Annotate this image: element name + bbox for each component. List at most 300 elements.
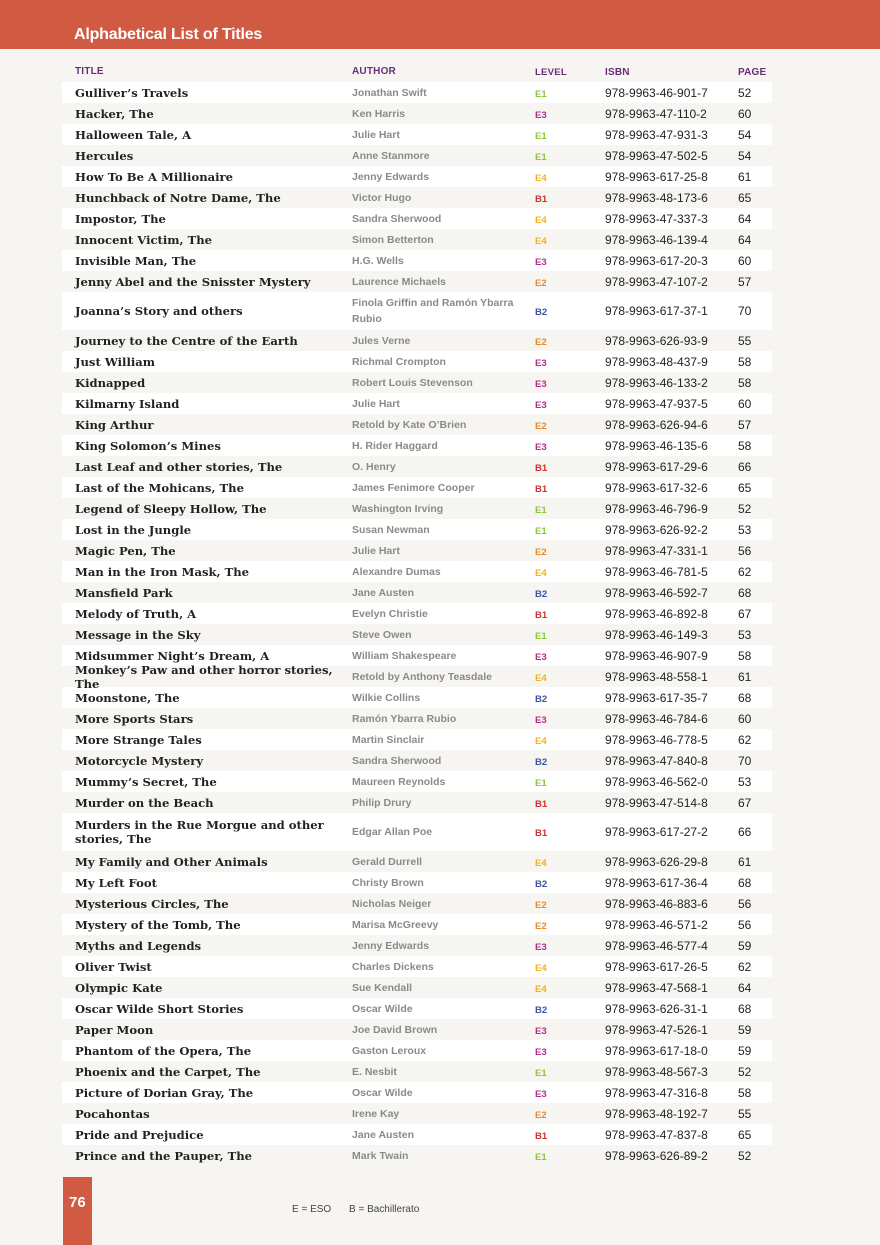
- cell-page: 60: [738, 711, 752, 726]
- cell-title: More Sports Stars: [75, 711, 194, 726]
- cell-author: H. Rider Haggard: [352, 439, 438, 452]
- cell-author: Sandra Sherwood: [352, 754, 442, 767]
- cell-title: Hercules: [75, 148, 134, 163]
- cell-level: E3: [535, 378, 547, 390]
- cell-author: Edgar Allan Poe: [352, 826, 433, 838]
- column-header-isbn: ISBN: [605, 66, 630, 78]
- cell-isbn: 978-9963-617-35-7: [605, 690, 708, 705]
- cell-page: 66: [738, 825, 752, 839]
- cell-page: 55: [738, 1106, 752, 1121]
- cell-page: 60: [738, 396, 752, 411]
- table-row: [62, 103, 772, 124]
- cell-author: Christy Brown: [352, 876, 424, 889]
- column-header-author: AUTHOR: [352, 66, 396, 77]
- cell-level: B1: [535, 798, 548, 810]
- cell-isbn: 978-9963-46-907-9: [605, 648, 708, 663]
- cell-level: E3: [535, 357, 547, 369]
- titles-table: [62, 62, 772, 1166]
- cell-author: O. Henry: [352, 460, 396, 473]
- cell-author: Victor Hugo: [352, 191, 412, 204]
- cell-page: 56: [738, 917, 752, 932]
- cell-isbn: 978-9963-46-778-5: [605, 732, 708, 747]
- legend-bachillerato: B = Bachillerato: [349, 1204, 420, 1215]
- cell-author: Simon Betterton: [352, 233, 434, 246]
- table-row: [62, 561, 772, 582]
- cell-level: E2: [535, 1109, 547, 1121]
- cell-level: E4: [535, 567, 547, 579]
- cell-isbn: 978-9963-617-27-2: [605, 825, 708, 839]
- table-row: [62, 372, 772, 393]
- cell-isbn: 978-9963-617-26-5: [605, 959, 708, 974]
- cell-level: B1: [535, 828, 548, 839]
- table-row: [62, 351, 772, 372]
- cell-title: Legend of Sleepy Hollow, The: [75, 501, 267, 516]
- cell-title: Just William: [75, 354, 156, 369]
- cell-isbn: 978-9963-47-316-8: [605, 1085, 708, 1100]
- cell-isbn: 978-9963-617-25-8: [605, 169, 708, 184]
- cell-title: Message in the Sky: [75, 627, 201, 642]
- cell-isbn: 978-9963-617-29-6: [605, 459, 708, 474]
- cell-isbn: 978-9963-46-577-4: [605, 938, 708, 953]
- cell-author: Julie Hart: [352, 128, 400, 141]
- cell-page: 65: [738, 1127, 752, 1142]
- cell-isbn: 978-9963-47-937-5: [605, 396, 708, 411]
- cell-level: E1: [535, 151, 547, 163]
- table-row: [62, 498, 772, 519]
- cell-isbn: 978-9963-47-331-1: [605, 543, 708, 558]
- table-row: [62, 145, 772, 166]
- cell-author: Laurence Michaels: [352, 275, 446, 288]
- cell-level: E3: [535, 714, 547, 726]
- cell-level: E3: [535, 441, 547, 453]
- cell-isbn: 978-9963-46-892-8: [605, 606, 708, 621]
- cell-isbn: 978-9963-46-135-6: [605, 438, 708, 453]
- cell-level: E4: [535, 672, 547, 684]
- cell-author: Jonathan Swift: [352, 86, 427, 99]
- cell-page: 54: [738, 148, 752, 163]
- cell-title: Paper Moon: [75, 1022, 154, 1037]
- table-row: [62, 603, 772, 624]
- cell-level: E1: [535, 525, 547, 537]
- cell-isbn: 978-9963-626-31-1: [605, 1001, 708, 1016]
- cell-page: 67: [738, 795, 752, 810]
- cell-level: E4: [535, 235, 547, 247]
- page-number-tab: [63, 1177, 92, 1245]
- cell-title: Prince and the Pauper, The: [75, 1148, 253, 1163]
- cell-isbn: 978-9963-617-36-4: [605, 875, 708, 890]
- cell-level: E3: [535, 651, 547, 663]
- cell-page: 64: [738, 211, 752, 226]
- cell-author: Maureen Reynolds: [352, 775, 446, 788]
- cell-isbn: 978-9963-46-796-9: [605, 501, 708, 516]
- cell-author: Evelyn Christie: [352, 607, 428, 620]
- cell-page: 66: [738, 459, 752, 474]
- cell-isbn: 978-9963-617-37-1: [605, 304, 708, 318]
- table-row: [62, 687, 772, 708]
- cell-title: Mystery of the Tomb, The: [75, 917, 241, 932]
- cell-page: 62: [738, 732, 752, 747]
- cell-level: E1: [535, 1067, 547, 1079]
- cell-isbn: 978-9963-617-20-3: [605, 253, 708, 268]
- table-row: [62, 851, 772, 872]
- cell-level: B2: [535, 756, 548, 768]
- page-title: Alphabetical List of Titles: [74, 26, 263, 43]
- cell-author: Wilkie Collins: [352, 691, 421, 704]
- cell-author: Retold by Kate O’Brien: [352, 418, 467, 431]
- cell-page: 57: [738, 417, 752, 432]
- cell-title: Mansfield Park: [75, 585, 173, 600]
- cell-level: E1: [535, 88, 547, 100]
- cell-author: Jane Austen: [352, 1128, 415, 1141]
- cell-isbn: 978-9963-617-32-6: [605, 480, 708, 495]
- cell-page: 52: [738, 1064, 752, 1079]
- table-row: [62, 166, 772, 187]
- table-row: [62, 124, 772, 145]
- cell-title: More Strange Tales: [75, 732, 202, 747]
- table-row: [62, 519, 772, 540]
- cell-author: Anne Stanmore: [352, 149, 430, 162]
- cell-page: 68: [738, 875, 752, 890]
- cell-author: Washington Irving: [352, 502, 444, 515]
- cell-page: 62: [738, 959, 752, 974]
- cell-page: 58: [738, 438, 752, 453]
- cell-level: E2: [535, 920, 547, 932]
- cell-author: Charles Dickens: [352, 960, 434, 973]
- cell-level: B2: [535, 588, 548, 600]
- cell-page: 52: [738, 85, 752, 100]
- cell-author: James Fenimore Cooper: [352, 481, 475, 494]
- cell-title: Hacker, The: [75, 106, 154, 121]
- cell-isbn: 978-9963-47-502-5: [605, 148, 708, 163]
- cell-page: 55: [738, 333, 752, 348]
- cell-page: 64: [738, 980, 752, 995]
- table-row: [62, 1124, 772, 1145]
- cell-author: Robert Louis Stevenson: [352, 376, 473, 389]
- cell-author: Jules Verne: [352, 334, 411, 347]
- cell-isbn: 978-9963-46-901-7: [605, 85, 708, 100]
- table-header: [62, 62, 772, 82]
- cell-page: 58: [738, 648, 752, 663]
- table-row: [62, 456, 772, 477]
- cell-page: 61: [738, 854, 752, 869]
- table-row: [62, 771, 772, 792]
- cell-level: E3: [535, 256, 547, 268]
- cell-title: How To Be A Millionaire: [75, 169, 234, 184]
- cell-title: Moonstone, The: [75, 690, 180, 705]
- cell-author: H.G. Wells: [352, 254, 404, 267]
- cell-author: Joe David Brown: [352, 1023, 438, 1036]
- cell-isbn: 978-9963-46-562-0: [605, 774, 708, 789]
- cell-title: King Solomon’s Mines: [75, 438, 221, 453]
- cell-title: Impostor, The: [75, 211, 166, 226]
- cell-author: Sue Kendall: [352, 981, 413, 994]
- cell-title: Last of the Mohicans, The: [75, 480, 244, 495]
- cell-page: 68: [738, 690, 752, 705]
- table-row: [62, 1082, 772, 1103]
- cell-title: Hunchback of Notre Dame, The: [75, 190, 281, 205]
- table-row: [62, 872, 772, 893]
- cell-page: 70: [738, 753, 752, 768]
- cell-isbn: 978-9963-47-526-1: [605, 1022, 708, 1037]
- cell-level: E2: [535, 420, 547, 432]
- cell-title: Halloween Tale, A: [75, 127, 192, 142]
- table-row: [62, 893, 772, 914]
- cell-title: Melody of Truth, A: [75, 606, 197, 621]
- cell-title: Invisible Man, The: [75, 253, 197, 268]
- cell-level: E1: [535, 630, 547, 642]
- cell-title: Myths and Legends: [75, 938, 202, 953]
- cell-author: Retold by Anthony Teasdale: [352, 670, 493, 683]
- cell-level: E2: [535, 546, 547, 558]
- cell-title: Innocent Victim, The: [75, 232, 213, 247]
- cell-author: Nicholas Neiger: [352, 897, 432, 910]
- table-row: [62, 1019, 772, 1040]
- cell-isbn: 978-9963-47-110-2: [605, 106, 707, 121]
- cell-title: King Arthur: [75, 417, 154, 432]
- cell-author: Julie Hart: [352, 397, 400, 410]
- table-row: [62, 729, 772, 750]
- cell-page: 56: [738, 543, 752, 558]
- cell-title: Picture of Dorian Gray, The: [75, 1085, 254, 1100]
- cell-page: 53: [738, 774, 752, 789]
- cell-page: 62: [738, 564, 752, 579]
- cell-level: E4: [535, 172, 547, 184]
- cell-isbn: 978-9963-626-92-2: [605, 522, 708, 537]
- table-body: [62, 82, 772, 1166]
- cell-author: Oscar Wilde: [352, 1002, 413, 1015]
- cell-isbn: 978-9963-626-93-9: [605, 333, 708, 348]
- cell-isbn: 978-9963-46-784-6: [605, 711, 708, 726]
- cell-author: Jenny Edwards: [352, 939, 430, 952]
- table-row: [62, 435, 772, 456]
- table-row: [62, 624, 772, 645]
- cell-level: E4: [535, 735, 547, 747]
- cell-author: Martin Sinclair: [352, 733, 425, 746]
- cell-page: 52: [738, 1148, 752, 1163]
- cell-page: 68: [738, 1001, 752, 1016]
- cell-author: Richmal Crompton: [352, 355, 446, 368]
- table-row: [62, 792, 772, 813]
- cell-level: E3: [535, 1088, 547, 1100]
- cell-level: E3: [535, 399, 547, 411]
- column-header-page: PAGE: [738, 66, 767, 78]
- cell-title: Phantom of the Opera, The: [75, 1043, 252, 1058]
- table-row: [62, 1040, 772, 1061]
- cell-page: 56: [738, 896, 752, 911]
- cell-level: E4: [535, 983, 547, 995]
- cell-level: B2: [535, 307, 548, 318]
- cell-author: Alexandre Dumas: [352, 565, 441, 578]
- cell-title: Murder on the Beach: [75, 795, 214, 810]
- table-row: [62, 813, 772, 851]
- cell-author: Jane Austen: [352, 586, 415, 599]
- cell-page: 58: [738, 375, 752, 390]
- cell-isbn: 978-9963-47-337-3: [605, 211, 708, 226]
- cell-author: Steve Owen: [352, 628, 412, 641]
- table-row: [62, 540, 772, 561]
- table-row: [62, 582, 772, 603]
- cell-page: 59: [738, 1022, 752, 1037]
- table-row: [62, 708, 772, 729]
- cell-author: Oscar Wilde: [352, 1086, 413, 1099]
- cell-title: Midsummer Night’s Dream, A: [75, 648, 270, 663]
- cell-isbn: 978-9963-47-931-3: [605, 127, 708, 142]
- table-row: [62, 393, 772, 414]
- cell-level: E1: [535, 777, 547, 789]
- cell-page: 64: [738, 232, 752, 247]
- cell-title: Jenny Abel and the Snisster Mystery: [75, 274, 311, 289]
- cell-title: Motorcycle Mystery: [75, 753, 204, 768]
- cell-isbn: 978-9963-47-840-8: [605, 753, 708, 768]
- table-row: [62, 229, 772, 250]
- cell-title: Joanna’s Story and others: [75, 304, 243, 318]
- cell-level: E3: [535, 1025, 547, 1037]
- cell-isbn: 978-9963-46-149-3: [605, 627, 708, 642]
- cell-level: B1: [535, 1130, 548, 1142]
- cell-page: 59: [738, 1043, 752, 1058]
- cell-title: Lost in the Jungle: [75, 522, 192, 537]
- table-row: [62, 187, 772, 208]
- cell-level: E2: [535, 899, 547, 911]
- table-row: [62, 750, 772, 771]
- table-row: [62, 956, 772, 977]
- cell-isbn: 978-9963-46-139-4: [605, 232, 708, 247]
- table-row: [62, 662, 772, 691]
- column-header-title: TITLE: [75, 66, 104, 77]
- cell-title: Mysterious Circles, The: [75, 896, 229, 911]
- cell-isbn: 978-9963-47-107-2: [605, 274, 708, 289]
- cell-author: William Shakespeare: [352, 649, 457, 662]
- cell-title: Murders in the Rue Morgue and other stories, The: [75, 818, 324, 846]
- cell-title: Last Leaf and other stories, The: [75, 459, 283, 474]
- cell-page: 54: [738, 127, 752, 142]
- cell-author: Mark Twain: [352, 1149, 409, 1162]
- cell-page: 59: [738, 938, 752, 953]
- cell-isbn: 978-9963-46-781-5: [605, 564, 708, 579]
- table-row: [62, 271, 772, 292]
- table-row: [62, 477, 772, 498]
- cell-page: 60: [738, 253, 752, 268]
- cell-page: 52: [738, 501, 752, 516]
- cell-title: Oscar Wilde Short Stories: [75, 1001, 244, 1016]
- cell-title: Phoenix and the Carpet, The: [75, 1064, 261, 1079]
- cell-title: Pride and Prejudice: [75, 1127, 204, 1142]
- column-header-level: LEVEL: [535, 66, 567, 78]
- cell-author: Ramón Ybarra Rubio: [352, 712, 457, 725]
- cell-isbn: 978-9963-626-89-2: [605, 1148, 708, 1163]
- page-number: 76: [69, 1194, 86, 1211]
- table-row: [62, 292, 772, 330]
- cell-isbn: 978-9963-48-437-9: [605, 354, 708, 369]
- cell-page: 58: [738, 354, 752, 369]
- cell-isbn: 978-9963-626-94-6: [605, 417, 708, 432]
- cell-isbn: 978-9963-46-133-2: [605, 375, 708, 390]
- cell-author: E. Nesbit: [352, 1065, 397, 1078]
- table-row: [62, 330, 772, 351]
- cell-page: 60: [738, 106, 752, 121]
- cell-page: 70: [738, 304, 752, 318]
- cell-level: B2: [535, 693, 548, 705]
- cell-level: E2: [535, 336, 547, 348]
- cell-title: Oliver Twist: [75, 959, 152, 974]
- cell-isbn: 978-9963-617-18-0: [605, 1043, 708, 1058]
- cell-author: Gaston Leroux: [352, 1044, 427, 1057]
- cell-isbn: 978-9963-47-837-8: [605, 1127, 708, 1142]
- cell-isbn: 978-9963-46-883-6: [605, 896, 708, 911]
- cell-author: Sandra Sherwood: [352, 212, 442, 225]
- cell-level: B2: [535, 878, 548, 890]
- cell-level: E1: [535, 130, 547, 142]
- table-row: [62, 935, 772, 956]
- cell-page: 68: [738, 585, 752, 600]
- cell-level: E2: [535, 277, 547, 289]
- cell-level: E3: [535, 1046, 547, 1058]
- table-row: [62, 208, 772, 229]
- cell-title: Olympic Kate: [75, 980, 163, 995]
- cell-level: B1: [535, 462, 548, 474]
- cell-isbn: 978-9963-46-592-7: [605, 585, 708, 600]
- cell-author: Julie Hart: [352, 544, 400, 557]
- cell-isbn: 978-9963-48-558-1: [605, 669, 708, 684]
- cell-isbn: 978-9963-48-173-6: [605, 190, 708, 205]
- table-row: [62, 1103, 772, 1124]
- cell-author: Philip Drury: [352, 796, 412, 809]
- cell-isbn: 978-9963-46-571-2: [605, 917, 708, 932]
- cell-level: B1: [535, 609, 548, 621]
- cell-level: E1: [535, 504, 547, 516]
- cell-page: 53: [738, 522, 752, 537]
- cell-author: Susan Newman: [352, 523, 430, 536]
- cell-title: Pocahontas: [75, 1106, 150, 1121]
- cell-title: Mummy’s Secret, The: [75, 774, 217, 789]
- cell-title: Monkey’s Paw and other horror stories, The: [75, 662, 333, 691]
- cell-level: E3: [535, 941, 547, 953]
- cell-page: 57: [738, 274, 752, 289]
- table-row: [62, 1061, 772, 1082]
- cell-page: 58: [738, 1085, 752, 1100]
- cell-page: 67: [738, 606, 752, 621]
- cell-level: B2: [535, 1004, 548, 1016]
- cell-title: Man in the Iron Mask, The: [75, 564, 250, 579]
- cell-page: 61: [738, 669, 752, 684]
- cell-isbn: 978-9963-626-29-8: [605, 854, 708, 869]
- cell-level: E4: [535, 214, 547, 226]
- cell-level: B1: [535, 483, 548, 495]
- cell-isbn: 978-9963-47-568-1: [605, 980, 708, 995]
- table-row: [62, 82, 772, 103]
- cell-isbn: 978-9963-47-514-8: [605, 795, 708, 810]
- cell-author: Gerald Durrell: [352, 855, 423, 868]
- cell-author: Marisa McGreevy: [352, 918, 439, 931]
- cell-level: B1: [535, 193, 548, 205]
- table-row: [62, 977, 772, 998]
- table-row: [62, 998, 772, 1019]
- cell-page: 53: [738, 627, 752, 642]
- cell-title: Kidnapped: [75, 375, 146, 390]
- cell-level: E3: [535, 109, 547, 121]
- cell-page: 65: [738, 190, 752, 205]
- table-row: [62, 1145, 772, 1166]
- table-row: [62, 250, 772, 271]
- cell-level: E1: [535, 1151, 547, 1163]
- cell-isbn: 978-9963-48-567-3: [605, 1064, 708, 1079]
- table-row: [62, 914, 772, 935]
- legend-eso: E = ESO: [292, 1204, 332, 1215]
- cell-level: E4: [535, 857, 547, 869]
- table-row: [62, 414, 772, 435]
- cell-author: Jenny Edwards: [352, 170, 430, 183]
- cell-level: E4: [535, 962, 547, 974]
